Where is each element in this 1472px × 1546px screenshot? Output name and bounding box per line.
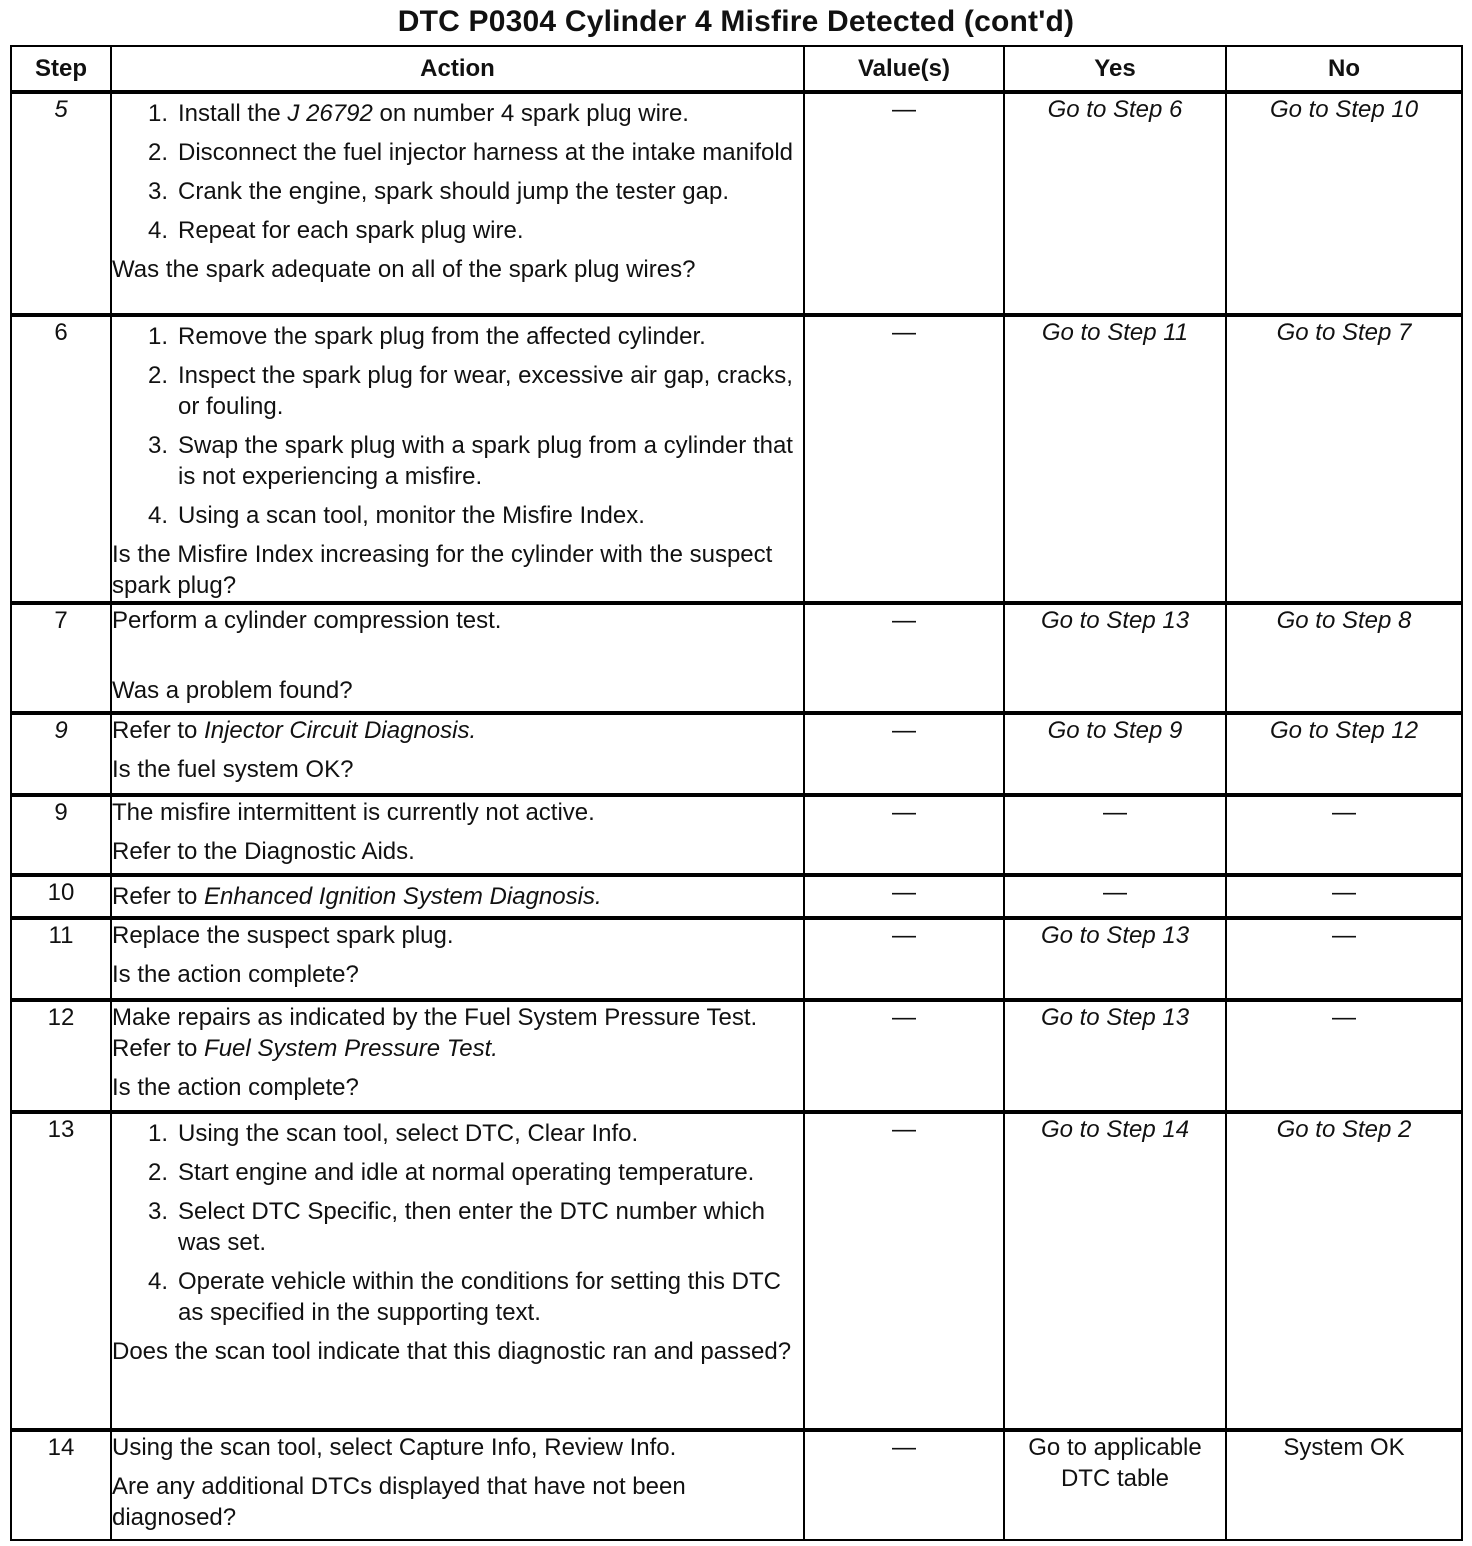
yes-cell: Go to Step 6 bbox=[1004, 92, 1226, 315]
no-cell: System OK bbox=[1226, 1430, 1462, 1540]
yes-cell: Go to Step 13 bbox=[1004, 918, 1226, 1000]
no-cell: — bbox=[1226, 1000, 1462, 1112]
table-row bbox=[11, 1112, 1462, 1430]
yes-cell: Go to Step 13 bbox=[1004, 603, 1226, 713]
list-item: 1. Install the J 26792 on number 4 spark plug wire. bbox=[147, 100, 689, 127]
yes-cell: Go to Step 14 bbox=[1004, 1112, 1226, 1430]
no-cell: Go to Step 7 bbox=[1226, 315, 1462, 603]
column-header-no: No bbox=[1226, 46, 1462, 92]
list-item: 3. Crank the engine, spark should jump the tester gap. bbox=[147, 178, 729, 205]
question-text: Is the action complete? bbox=[112, 961, 359, 988]
header-row bbox=[11, 46, 1462, 92]
action-cell bbox=[111, 603, 804, 713]
action-cell bbox=[111, 795, 804, 875]
action-cell bbox=[111, 1430, 804, 1540]
step-number: 12 bbox=[11, 1000, 111, 1112]
column-header-action: Action bbox=[111, 46, 804, 92]
action-text-secondary: Refer to the Diagnostic Aids. bbox=[112, 838, 415, 865]
question-text: Is the fuel system OK? bbox=[112, 756, 354, 783]
action-cell bbox=[111, 1112, 804, 1430]
no-cell: — bbox=[1226, 875, 1462, 918]
step-number: 5 bbox=[11, 92, 111, 315]
table-row bbox=[11, 315, 1462, 603]
yes-cell: Go to Step 13 bbox=[1004, 1000, 1226, 1112]
table-row bbox=[11, 795, 1462, 875]
step-number: 10 bbox=[11, 875, 111, 918]
no-cell: — bbox=[1226, 918, 1462, 1000]
table-row bbox=[11, 92, 1462, 315]
list-item: 2. Start engine and idle at normal operating temperature. bbox=[147, 1159, 755, 1186]
list-item: 4. Operate vehicle within the conditions for setting this DTC as specified in the supporting text. bbox=[147, 1268, 781, 1326]
value-cell: — bbox=[804, 315, 1004, 603]
no-cell: Go to Step 10 bbox=[1226, 92, 1462, 315]
diagnostic-table bbox=[10, 45, 1463, 1541]
step-number: 11 bbox=[11, 918, 111, 1000]
action-text: Refer to Injector Circuit Diagnosis. bbox=[112, 717, 477, 744]
step-number: 14 bbox=[11, 1430, 111, 1540]
table-row bbox=[11, 918, 1462, 1000]
step-number: 9 bbox=[11, 713, 111, 795]
step-number: 9 bbox=[11, 795, 111, 875]
question-text: Are any additional DTCs displayed that have not been diagnosed? bbox=[112, 1473, 686, 1531]
action-cell bbox=[111, 713, 804, 795]
action-text: Using the scan tool, select Capture Info, Review Info. bbox=[112, 1434, 677, 1461]
list-item: 1. Remove the spark plug from the affected cylinder. bbox=[147, 323, 706, 350]
list-item: 2. Disconnect the fuel injector harness at the intake manifold bbox=[147, 139, 794, 166]
action-cell bbox=[111, 315, 804, 603]
action-cell bbox=[111, 918, 804, 1000]
action-cell bbox=[111, 92, 804, 315]
action-text: Refer to Enhanced Ignition System Diagnosis. bbox=[112, 883, 602, 910]
list-item: 4. Using a scan tool, monitor the Misfire Index. bbox=[147, 502, 645, 529]
value-cell: — bbox=[804, 713, 1004, 795]
action-cell bbox=[111, 1000, 804, 1112]
action-text: The misfire intermittent is currently not active. bbox=[112, 799, 595, 826]
value-cell: — bbox=[804, 92, 1004, 315]
table-row bbox=[11, 1000, 1462, 1112]
list-item: 4. Repeat for each spark plug wire. bbox=[147, 217, 524, 244]
yes-cell: Go to Step 11 bbox=[1004, 315, 1226, 603]
value-cell: — bbox=[804, 875, 1004, 918]
no-cell: Go to Step 12 bbox=[1226, 713, 1462, 795]
question-text: Is the action complete? bbox=[112, 1074, 359, 1101]
value-cell: — bbox=[804, 1430, 1004, 1540]
step-number: 6 bbox=[11, 315, 111, 603]
page-title: DTC P0304 Cylinder 4 Misfire Detected (cont'd) bbox=[397, 5, 1075, 38]
column-header-yes: Yes bbox=[1004, 46, 1226, 92]
value-cell: — bbox=[804, 1112, 1004, 1430]
question-text: Does the scan tool indicate that this diagnostic ran and passed? bbox=[112, 1338, 792, 1365]
table-row bbox=[11, 1430, 1462, 1540]
no-cell: — bbox=[1226, 795, 1462, 875]
question-text: Is the Misfire Index increasing for the cylinder with the suspect spark plug? bbox=[112, 541, 773, 599]
value-cell: — bbox=[804, 918, 1004, 1000]
no-cell: Go to Step 2 bbox=[1226, 1112, 1462, 1430]
yes-cell bbox=[1004, 1430, 1226, 1540]
table-row bbox=[11, 875, 1462, 918]
no-cell: Go to Step 8 bbox=[1226, 603, 1462, 713]
action-text: Make repairs as indicated by the Fuel System Pressure Test. Refer to Fuel System Pressure Test. bbox=[112, 1004, 758, 1062]
yes-cell: — bbox=[1004, 875, 1226, 918]
step-number: 7 bbox=[11, 603, 111, 713]
action-text: Replace the suspect spark plug. bbox=[112, 922, 454, 949]
column-header-step: Step bbox=[11, 46, 111, 92]
table-row bbox=[11, 603, 1462, 713]
yes-cell: Go to Step 9 bbox=[1004, 713, 1226, 795]
list-item: 3. Select DTC Specific, then enter the DTC number which was set. bbox=[147, 1198, 765, 1256]
question-text: Was the spark adequate on all of the spark plug wires? bbox=[112, 256, 696, 283]
list-item: 2. Inspect the spark plug for wear, excessive air gap, cracks, or fouling. bbox=[147, 362, 793, 420]
value-cell: — bbox=[804, 795, 1004, 875]
column-header-values: Value(s) bbox=[804, 46, 1004, 92]
value-cell: — bbox=[804, 1000, 1004, 1112]
list-item: 1. Using the scan tool, select DTC, Clear Info. bbox=[147, 1120, 639, 1147]
step-number: 13 bbox=[11, 1112, 111, 1430]
list-item: 3. Swap the spark plug with a spark plug from a cylinder that is not experiencing a misfire. bbox=[147, 432, 793, 490]
table-row bbox=[11, 713, 1462, 795]
action-text: Perform a cylinder compression test. bbox=[112, 607, 502, 634]
value-cell: — bbox=[804, 603, 1004, 713]
question-text: Was a problem found? bbox=[112, 677, 353, 704]
action-cell bbox=[111, 875, 804, 918]
yes-cell-text: Go to applicable DTC table bbox=[1028, 1434, 1202, 1492]
yes-cell: — bbox=[1004, 795, 1226, 875]
